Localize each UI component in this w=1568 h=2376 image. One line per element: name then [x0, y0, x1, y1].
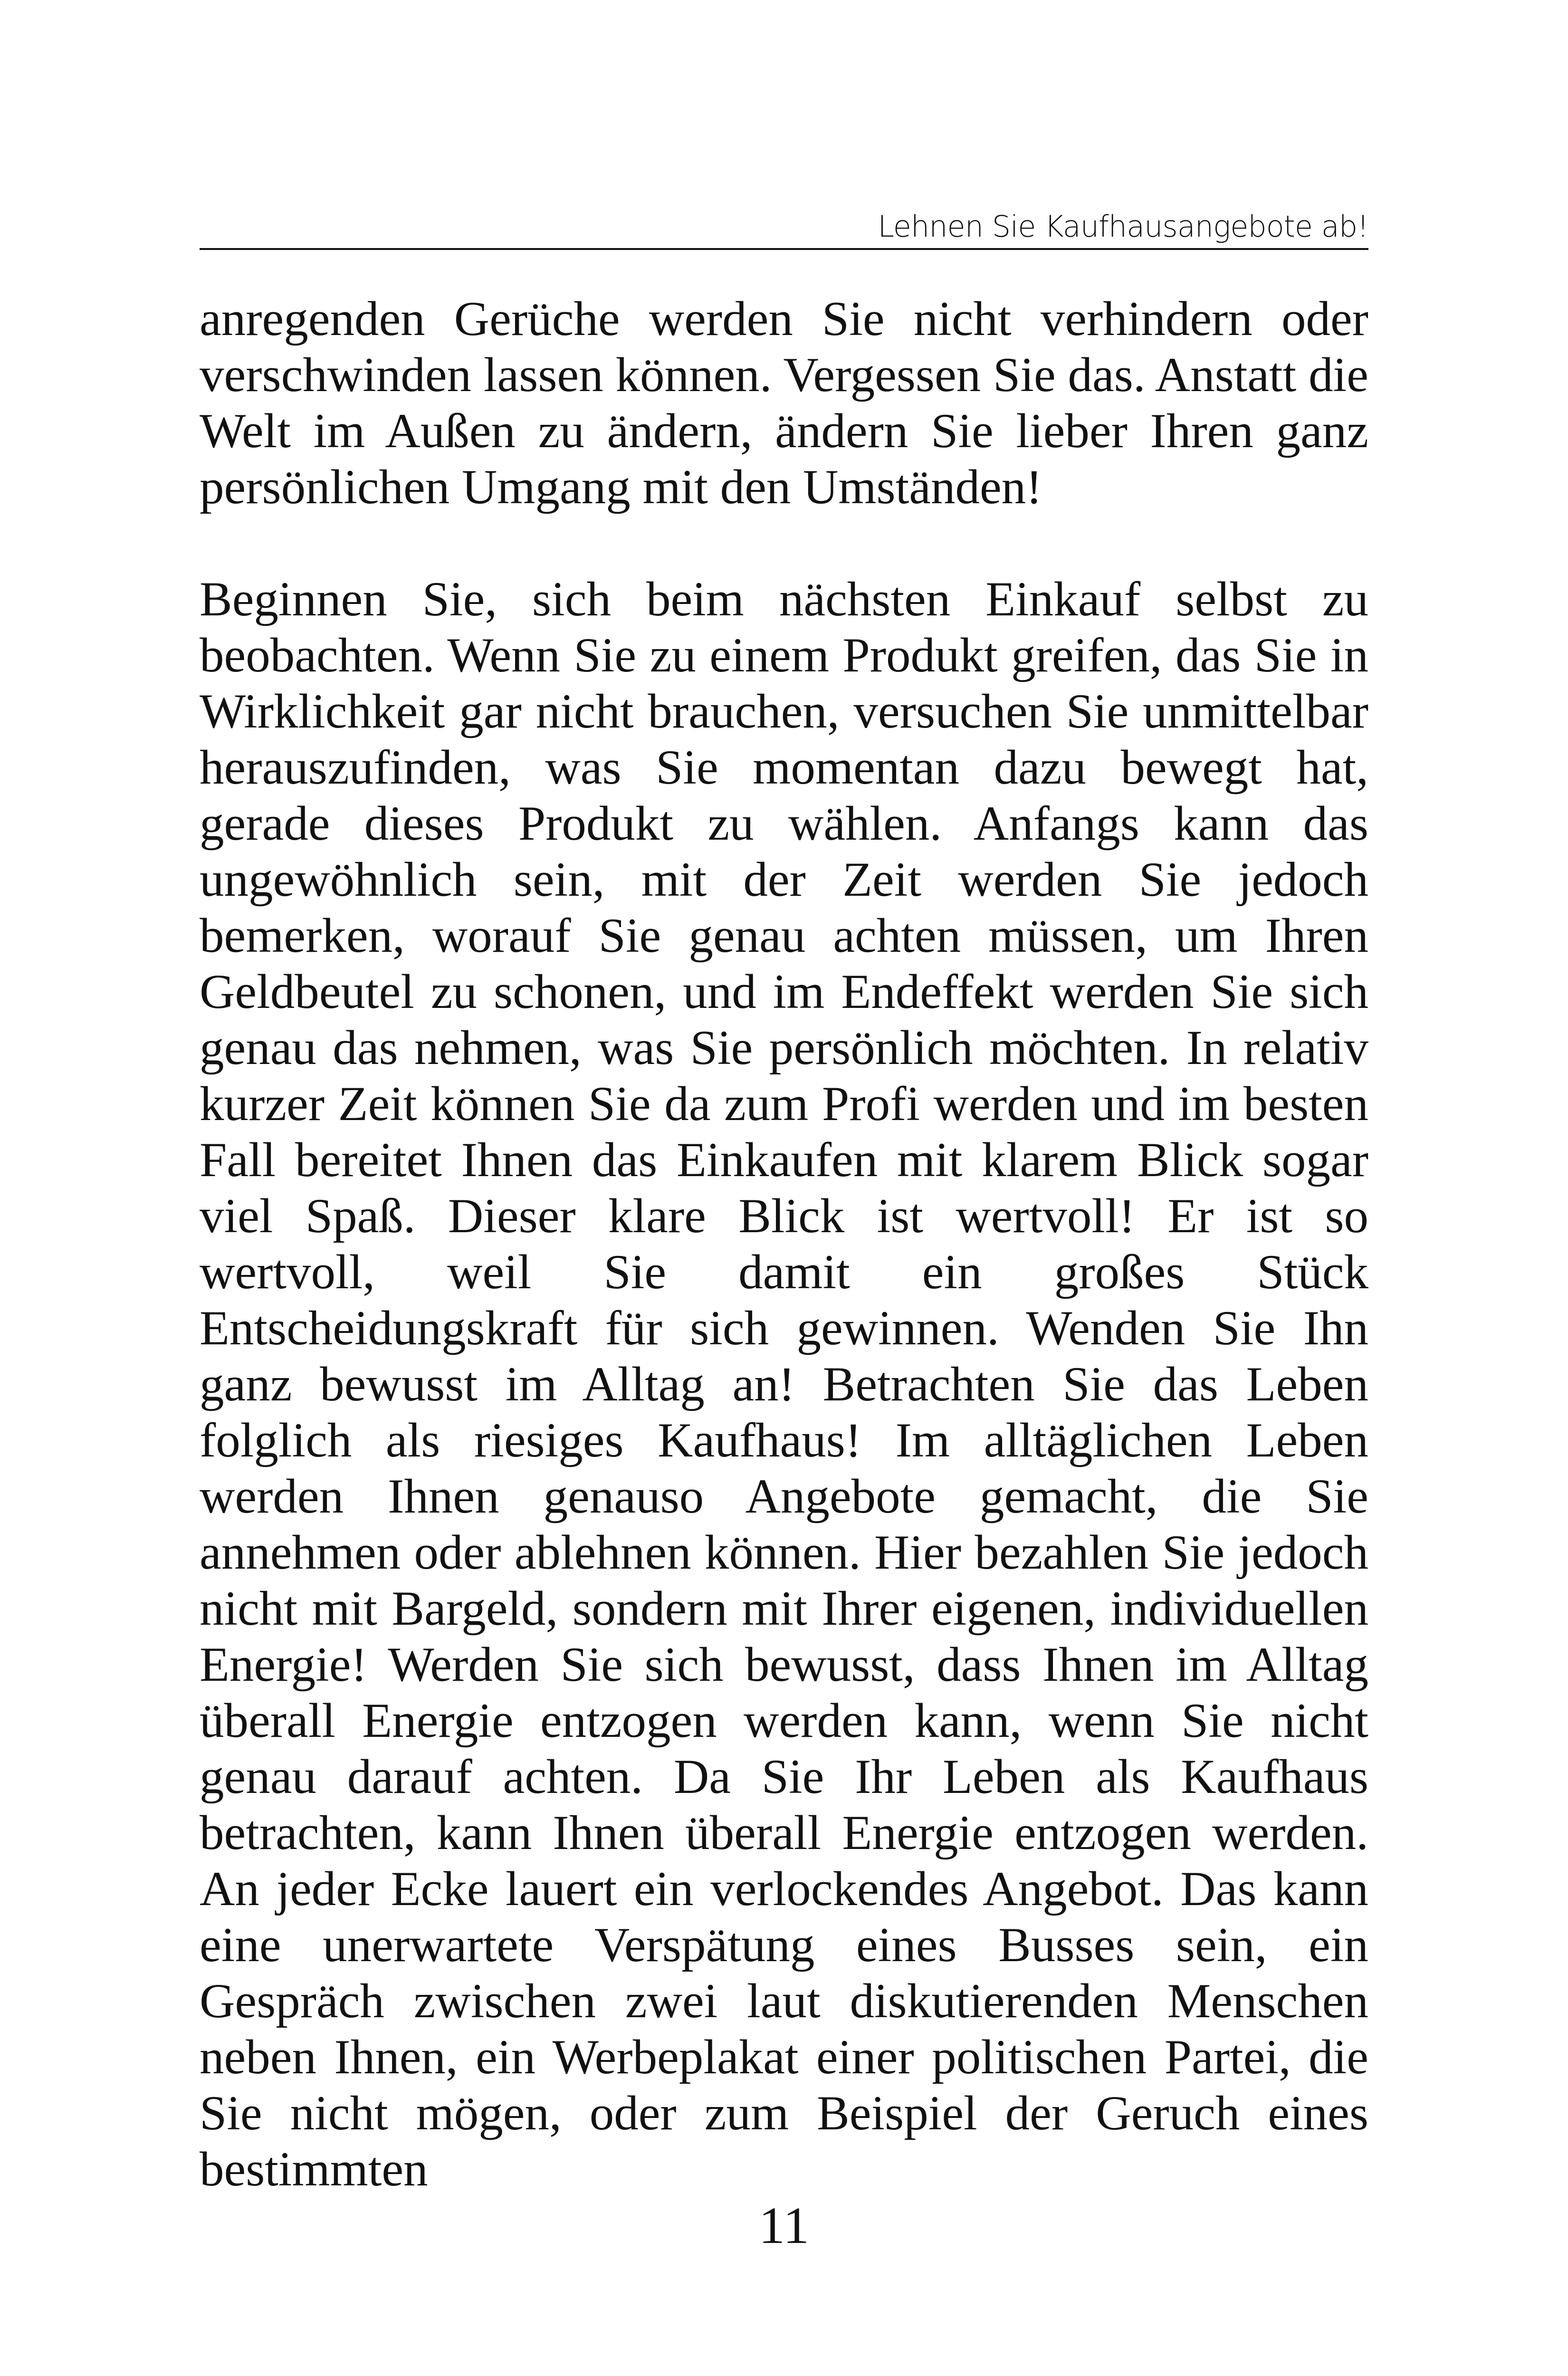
paragraph-2: Beginnen Sie, sich beim nächsten Einkauf selbst zu beobachten. Wenn Sie zu einem Produkt greifen, das Sie in Wirklichkeit gar nicht brauchen, versuchen Sie unmittelbar herauszufinden, was Sie momentan dazu bewegt hat, gerade dieses Produkt zu wählen. Anfangs kann das ungewöhnlich sein, mit der Zeit werden Sie jedoch bemerken, worauf Sie genau achten müssen, um Ihren Geldbeutel zu schonen, und im Endeffekt werden Sie sich genau das nehmen, was Sie persönlich möchten. In relativ kurzer Zeit können Sie da zum Profi werden und im besten Fall bereitet Ihnen das Einkaufen mit klarem Blick sogar viel Spaß. Dieser klare Blick ist wertvoll! Er ist so wertvoll, weil Sie damit ein großes Stück Entscheidungskraft für sich gewinnen. Wenden Sie Ihn ganz bewusst im Alltag an! Betrachten Sie das Leben folglich als riesiges Kaufhaus! Im alltäglichen Leben werden Ihnen genauso Angebote gemacht, die Sie annehmen oder ablehnen können. Hier bezahlen Sie jedoch nicht mit Bargeld, sondern mit Ihrer eigenen, individuellen Energie! Werden Sie sich bewusst, dass Ihnen im Alltag überall Energie entzogen werden kann, wenn Sie nicht genau darauf achten. Da Sie Ihr Leben als Kaufhaus betrachten, kann Ihnen überall Energie entzogen werden. An jeder Ecke lauert ein verlockendes Angebot. Das kann eine unerwartete Verspätung eines Busses sein, ein Gespräch zwischen zwei laut diskutierenden Menschen neben Ihnen, ein Werbeplakat einer politischen Partei, die Sie nicht mögen, oder zum Beispiel der Geruch eines bestimmten: [200, 572, 1368, 2196]
header-rule: [200, 248, 1368, 250]
paragraph-1: anregenden Gerüche werden Sie nicht verhindern oder verschwinden lassen können. Vergessen Sie das. Anstatt die Welt im Außen zu ändern, ändern Sie lieber Ihren ganz persönlichen Umgang mit den Umständen!: [200, 292, 1368, 514]
page-number: 11: [759, 2196, 809, 2254]
running-header-title: Lehnen Sie Kaufhausangebote ab!: [878, 209, 1368, 244]
body-text: [200, 291, 1368, 2197]
